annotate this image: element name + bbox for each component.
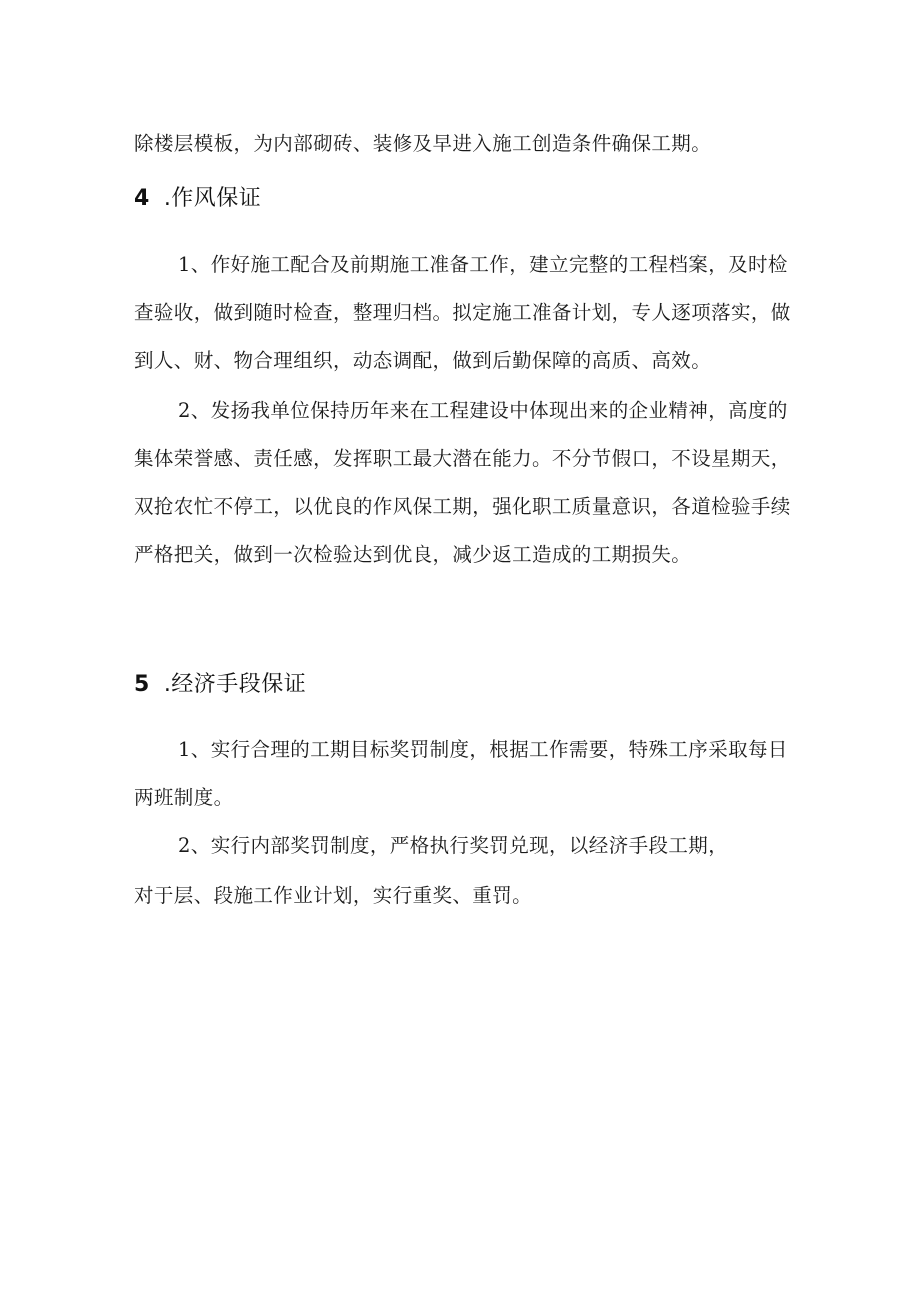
paragraph-line: 2、实行内部奖罚制度，严格执行奖罚兑现，以经济手段工期， [178, 834, 729, 857]
paragraph-line: 2、发扬我单位保持历年来在工程建设中体现出来的企业精神，高度的 [178, 399, 788, 422]
paragraph-line: 对于层、段施工作业计划，实行重奖、重罚。 [134, 884, 533, 907]
paragraph-line: 两班制度。 [134, 786, 234, 809]
paragraph-line: 到人、财、物合理组织，动态调配，做到后勤保障的高质、高效。 [134, 349, 712, 372]
paragraph-line: 双抢农忙不停工，以优良的作风保工期，强化职工质量意识，各道检验手续 [134, 495, 791, 518]
section-4-number: 4 [134, 186, 150, 211]
section-4-heading [134, 184, 261, 214]
paragraph-line: 1、实行合理的工期目标奖罚制度，根据工作需要，特殊工序采取每日 [178, 738, 788, 761]
paragraph-line: 集体荣誉感、责任感，发挥职工最大潜在能力。不分节假口，不设星期天， [134, 447, 791, 470]
paragraph-line: 查验收，做到随时检查，整理归档。拟定施工准备计划，专人逐项落实，做 [134, 301, 791, 324]
paragraph-line: 严格把关，做到一次检验达到优良，减少返工造成的工期损失。 [134, 543, 692, 566]
continuation-line: 除楼层模板，为内部砌砖、装修及早进入施工创造条件确保工期。 [134, 132, 712, 155]
section-5-heading [134, 670, 306, 700]
section-5-title: .经济手段保证 [163, 672, 307, 697]
section-5-number: 5 [134, 672, 150, 697]
paragraph-line: 1、作好施工配合及前期施工准备工作，建立完整的工程档案，及时检 [178, 253, 788, 276]
section-4-title: .作风保证 [163, 186, 262, 211]
